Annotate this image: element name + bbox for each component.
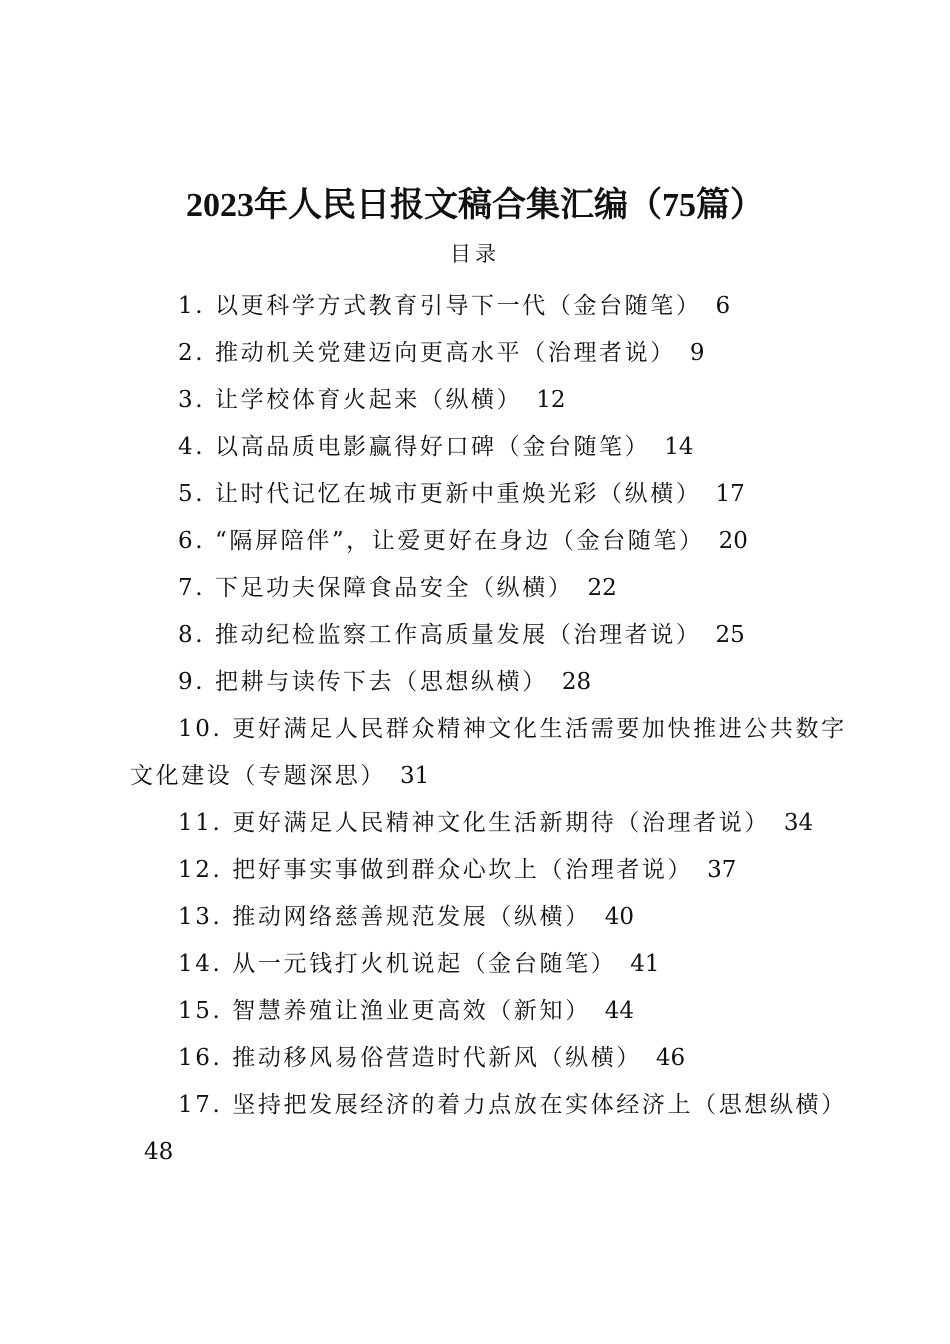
toc-entry-page-number: 48 [144,1139,174,1165]
toc-entry-page-number: 17 [715,481,745,507]
table-of-contents [130,283,860,1176]
toc-entry-title: 9. 把耕与读传下去（思想纵横） [178,669,548,695]
toc-entry[interactable] [130,565,860,612]
toc-entry[interactable] [130,847,860,894]
toc-entry[interactable] [130,518,860,565]
toc-entry[interactable] [130,1035,860,1082]
toc-entry-page-number: 28 [561,669,592,695]
toc-heading: 目录 [450,242,500,266]
toc-entry-title: 17. 坚持把发展经济的着力点放在实体经济上（思想纵横） [178,1092,847,1118]
toc-entry-title: 6. “隔屏陪伴”，让爱更好在身边（金台随笔） [178,528,705,554]
toc-entry-page-number: 12 [536,387,566,413]
toc-entry-title: 14. 从一元钱打火机说起（金台随笔） [178,951,617,977]
toc-entry[interactable] [130,330,860,377]
toc-entry-page-number: 41 [630,951,660,977]
document-title: 2023年人民日报文稿合集汇编（75篇） [186,187,764,224]
toc-entry-title: 16. 推动移风易俗营造时代新风（纵横） [178,1045,642,1071]
toc-entry-title: 1. 以更科学方式教育引导下一代（金台随笔） [178,293,702,319]
toc-entry-page-number: 31 [400,763,430,789]
toc-entry[interactable] [130,706,860,800]
toc-entry[interactable] [130,1082,860,1176]
toc-entry-title: 5. 让时代记忆在城市更新中重焕光彩（纵横） [178,481,702,507]
toc-entry-title: 10. 更好满足人民群众精神文化生活需要加快推进公共数字文化建设（专题深思） [130,716,847,789]
toc-entry-page-number: 14 [664,434,694,460]
toc-entry-page-number: 40 [604,904,634,930]
toc-entry-title: 15. 智慧养殖让渔业更高效（新知） [178,998,591,1024]
toc-entry-title: 13. 推动网络慈善规范发展（纵横） [178,904,591,930]
toc-entry-page-number: 20 [718,528,748,554]
toc-entry-title: 12. 把好事实事做到群众心坎上（治理者说） [178,857,694,883]
toc-entry-title: 3. 让学校体育火起来（纵横） [178,387,523,413]
toc-entry[interactable] [130,659,860,706]
toc-entry-title: 11. 更好满足人民精神文化生活新期待（治理者说） [178,810,770,836]
toc-entry-page-number: 44 [604,998,634,1024]
toc-entry-page-number: 6 [715,293,731,319]
toc-entry-page-number: 9 [689,340,705,366]
toc-entry[interactable] [130,283,860,330]
toc-entry[interactable] [130,377,860,424]
toc-entry[interactable] [130,471,860,518]
toc-entry[interactable] [130,988,860,1035]
toc-entry[interactable] [130,800,860,847]
toc-entry-title: 2. 推动机关党建迈向更高水平（治理者说） [178,340,676,366]
toc-entry-page-number: 37 [707,857,737,883]
toc-entry[interactable] [130,941,860,988]
toc-entry-page-number: 46 [655,1045,686,1071]
toc-entry[interactable] [130,424,860,471]
toc-entry-page-number: 34 [783,810,814,836]
toc-entry[interactable] [130,612,860,659]
toc-entry-page-number: 22 [587,575,617,601]
toc-entry-title: 7. 下足功夫保障食品安全（纵横） [178,575,574,601]
toc-entry-page-number: 25 [715,622,745,648]
toc-entry[interactable] [130,894,860,941]
toc-entry-title: 8. 推动纪检监察工作高质量发展（治理者说） [178,622,702,648]
toc-entry-title: 4. 以高品质电影赢得好口碑（金台随笔） [178,434,651,460]
